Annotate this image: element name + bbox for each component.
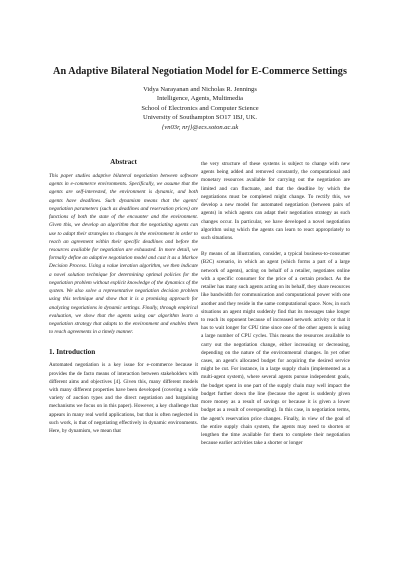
introduction-heading: 1. Introduction bbox=[49, 348, 96, 357]
author-school: School of Electronics and Computer Science bbox=[141, 104, 259, 112]
body-paragraph-2: By means of an illustration, consider, a typical business-to-consumer (B2C) scenario, in which an agent (which forms a part of a large network of agents), acting on behalf of a retailer, negotiates online with a specific consumer for the price of a certain product. As the retailer has many such agents acting on its behalf, they share resources like bandwidth for communication and computational power with one another and they reside in the same computational space. Now, in such situations an agent might suddenly find that its messages take longer to reach its opponent because of increased network activity or that it has to wait longer for CPU time since one of the other agents is using a large number of CPU cycles. This means the resources available to carry out the negotiation change, either increasing or decreasing, depending on the nature of the environmental changes. In yet other cases, an agent's allocated budget for acquiring the desired service might be cut. For instance, in a large supply chain (implemented as a multi-agent system), where several agents pursue independent goals, the budget spent in one part of the supply chain may well impact the budget further down the line (because the agent is suddenly given more money as a result of savings or because it is given a lower budget as a result of overspending). In this case, in negotiation terms, the agent's reservation price changes. Finally, in view of the goal of the entire supply chain system, the agents may need to shorten or lengthen the time available for them to complete their negotiation because earlier activities take a shorter or longer bbox=[201, 251, 350, 447]
author-university: University of Southampton SO17 1BJ, UK. bbox=[142, 114, 258, 122]
author-block bbox=[0, 85, 400, 132]
paper-title: An Adaptive Bilateral Negotiation Model for E-Commerce Settings bbox=[53, 66, 347, 77]
author-names: Vidya Narayanan and Nicholas R. Jennings bbox=[143, 86, 257, 93]
author-email: {vn03r, nrj}@ecs.soton.ac.uk bbox=[161, 123, 239, 131]
introduction-text: Automated negotiation is a key issue for e-commerce because it provides the de facto means of interaction between stakeholders with different aims and objectives [4]. Given this, many different models with many different properties have been developed (covering a wide variety of auction types and the direct negotiation and bargaining mechanisms we focus on in this paper). However, a key challenge that appears in many real world applications, but that is often neglected in such work, is that of negotiating effectively in dynamic environments. Here, by dynamism, we mean that bbox=[49, 362, 198, 435]
abstract-text: This paper studies adaptive bilateral negotiation between software agents in e-commerce environments. Specifically, we assume that the agents are self-interested, the environment is dynamic, and both agents have deadlines. Such dynamism means that the agents' negotiation parameters (such as deadlines and reservation prices) are functions of both the state of the encounter and the environment. Given this, we develop an algorithm that the negotiating agents can use to adapt their strategies to changes in the environment in order to reach an agreement within their specific deadlines and before the resources available for negotiation are exhausted. In more detail, we formally define an adaptive negotiation model and cast it as a Markov Decision Process. Using a value iteration algorithm, we then indicate a novel solution technique for determining optimal policies for the negotiation problem without explicit knowledge of the dynamics of the system. We also solve a representative negotiation decision problem using this technique and show that it is a promising approach for analyzing negotiations in dynamic settings. Finally, through empirical evaluation, we show that the agents using our algorithm learn a negotiation strategy that adapts to the environment and enables them to reach agreements in a timely manner. bbox=[49, 173, 198, 336]
abstract-heading: Abstract bbox=[110, 158, 137, 166]
left-column bbox=[49, 158, 198, 435]
right-column bbox=[201, 160, 350, 447]
body-paragraph-1: the very structure of these systems is subject to change with new agents being added and removed constantly, the computational and monetary resources available for carrying out the negotiation are limited and can fluctuate, and that the deadline by which the negotiations must be completed might change. To rectify this, we develop a new model for automated negotiation (between pairs of agents) in which agents can adapt their negotiation strategy as such changes occur. In particular, we have developed a novel negotiation algorithm using which the agents can learn to react appropriately to such situations. bbox=[201, 161, 350, 241]
author-group: Intelligence, Agents, Multimedia bbox=[156, 95, 244, 103]
